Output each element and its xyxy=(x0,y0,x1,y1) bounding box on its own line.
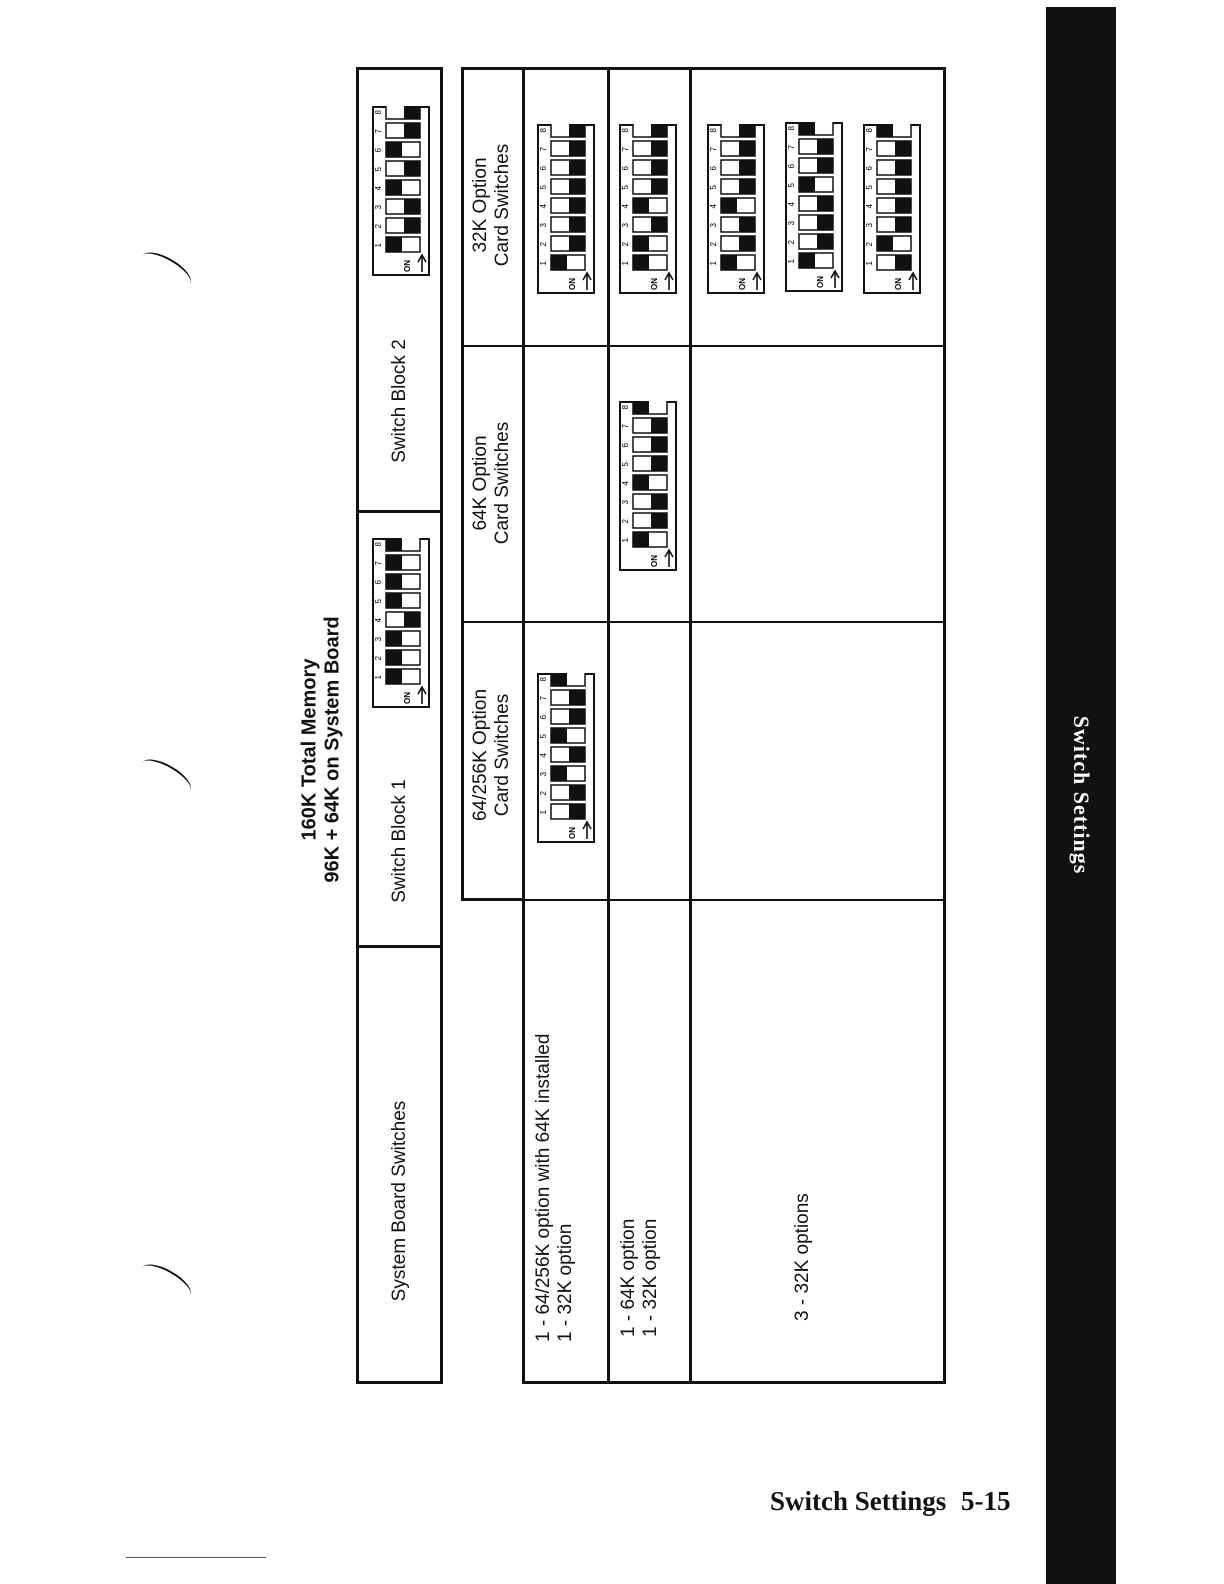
dip-position-label: 1 xyxy=(621,261,630,266)
dip-position-label: 5 xyxy=(787,183,796,188)
dip-position-label: 5 xyxy=(539,734,548,739)
dip-knob-on xyxy=(569,690,585,705)
dip-knob-on xyxy=(739,160,755,175)
dip-knob-on xyxy=(404,161,420,176)
dip-on-label: ON xyxy=(403,260,412,272)
dip-switch-svg xyxy=(785,122,843,292)
dip-position-label: 2 xyxy=(621,242,630,247)
dip-position-label: 7 xyxy=(865,147,874,152)
dip-knob-on xyxy=(404,612,420,627)
dip-knob-on xyxy=(569,236,585,251)
dip-knob-on xyxy=(739,141,755,156)
dip-knob-off xyxy=(386,555,402,570)
option-table-bottom xyxy=(522,1381,946,1384)
dip-position-label: 3 xyxy=(539,223,548,228)
dip-knob-on xyxy=(651,418,667,433)
option-table-header-left xyxy=(461,67,464,900)
dip-knob-on xyxy=(404,218,420,233)
footer-label: Switch Settings xyxy=(770,1486,947,1516)
dip-position-label: 8 xyxy=(621,405,630,410)
dip-knob-off xyxy=(386,650,402,665)
dip-knob-off xyxy=(386,538,402,551)
dip-knob-off xyxy=(633,236,649,251)
dip-position-label: 8 xyxy=(865,128,874,133)
dip-position-label: 3 xyxy=(865,223,874,228)
dip-position-label: 4 xyxy=(865,204,874,209)
dip-knob-on xyxy=(895,160,911,175)
dip-knob-on xyxy=(569,141,585,156)
dip-on-label: ON xyxy=(816,276,825,288)
option-table-col-divider-1 xyxy=(461,899,946,901)
dip-knob-on xyxy=(404,106,420,119)
top-table-border-left xyxy=(356,67,359,1383)
dip-knob-on xyxy=(651,513,667,528)
dip-position-label: 5 xyxy=(709,185,718,190)
dip-knob-on xyxy=(651,179,667,194)
dip-position-label: 7 xyxy=(374,129,383,134)
dip-knob-on xyxy=(817,158,833,173)
dip-knob-on xyxy=(895,255,911,270)
dip-switch-svg xyxy=(372,538,430,708)
option-table-top xyxy=(461,67,946,70)
dip-position-label: 1 xyxy=(709,261,718,266)
row-3-32k-switches-3 xyxy=(863,124,921,299)
dip-knob-on xyxy=(895,179,911,194)
dip-knob-off xyxy=(386,180,402,195)
dip-position-label: 4 xyxy=(539,204,548,209)
dip-position-label: 2 xyxy=(539,791,548,796)
dip-knob-on xyxy=(817,234,833,249)
dip-knob-on xyxy=(651,437,667,452)
page-title: 160K Total Memory xyxy=(298,658,321,841)
dip-switch-svg xyxy=(707,124,765,294)
dip-position-label: 6 xyxy=(539,715,548,720)
dip-position-label: 1 xyxy=(621,538,630,543)
dip-position-label: 1 xyxy=(374,243,383,248)
option-table-col-divider-2 xyxy=(461,621,946,623)
header-system-board-switches: System Board Switches xyxy=(389,1100,410,1302)
dip-position-label: 2 xyxy=(539,242,548,247)
dip-position-label: 6 xyxy=(374,580,383,585)
row-1-64-256k-switches xyxy=(537,673,595,848)
dip-knob-on xyxy=(895,141,911,156)
dip-knob-on xyxy=(569,709,585,724)
dip-switch-svg xyxy=(372,106,430,276)
dip-position-label: 7 xyxy=(374,561,383,566)
dip-switch-svg xyxy=(863,124,921,294)
dip-knob-on xyxy=(895,217,911,232)
dip-on-label: ON xyxy=(568,827,577,839)
binder-mark-2 xyxy=(136,753,196,802)
dip-knob-on xyxy=(651,494,667,509)
section-sidebar xyxy=(1046,7,1116,1584)
dip-position-label: 5 xyxy=(374,167,383,172)
dip-position-label: 1 xyxy=(539,810,548,815)
dip-knob-off xyxy=(386,669,402,684)
dip-position-label: 4 xyxy=(709,204,718,209)
top-table-divider-2 xyxy=(356,510,443,513)
dip-knob-off xyxy=(633,532,649,547)
dip-knob-on xyxy=(739,179,755,194)
dip-knob-on xyxy=(569,804,585,819)
dip-position-label: 8 xyxy=(539,677,548,682)
dip-knob-on xyxy=(569,747,585,762)
dip-switch-svg xyxy=(619,401,677,571)
dip-position-label: 4 xyxy=(374,618,383,623)
dip-knob-on xyxy=(569,124,585,137)
dip-position-label: 1 xyxy=(539,261,548,266)
dip-position-label: 2 xyxy=(374,224,383,229)
dip-switch-svg xyxy=(537,124,595,294)
header-64k-option: 64K Option Card Switches xyxy=(470,421,513,545)
dip-position-label: 6 xyxy=(709,166,718,171)
dip-knob-on xyxy=(651,124,667,137)
dip-position-label: 7 xyxy=(709,147,718,152)
top-table-border-top xyxy=(356,67,443,70)
dip-knob-off xyxy=(633,401,649,414)
row-3-config: 3 - 32K options xyxy=(792,1193,813,1321)
dip-position-label: 6 xyxy=(374,148,383,153)
dip-position-label: 8 xyxy=(621,128,630,133)
dip-knob-on xyxy=(739,124,755,137)
row-3-32k-switches-2 xyxy=(785,122,843,297)
dip-position-label: 2 xyxy=(621,519,630,524)
option-table-body-left xyxy=(522,67,525,1383)
binder-mark-1 xyxy=(136,246,196,295)
dip-position-label: 3 xyxy=(621,223,630,228)
row-1-config: 1 - 64/256K option with 64K installed 1 - 32K option xyxy=(533,1033,576,1342)
dip-knob-off xyxy=(386,631,402,646)
dip-position-label: 3 xyxy=(621,500,630,505)
dip-position-label: 7 xyxy=(539,147,548,152)
option-table-col-divider-3 xyxy=(461,345,946,347)
header-32k-option: 32K Option Card Switches xyxy=(470,143,513,267)
dip-position-label: 7 xyxy=(621,147,630,152)
dip-position-label: 2 xyxy=(709,242,718,247)
dip-on-label: ON xyxy=(650,555,659,567)
dip-knob-on xyxy=(739,217,755,232)
dip-switch-svg xyxy=(619,124,677,294)
dip-knob-off xyxy=(799,122,815,135)
header-switch-block-1: Switch Block 1 xyxy=(389,779,410,903)
dip-knob-on xyxy=(817,196,833,211)
dip-knob-off xyxy=(633,475,649,490)
dip-position-label: 2 xyxy=(374,656,383,661)
dip-knob-off xyxy=(799,177,815,192)
dip-position-label: 1 xyxy=(787,259,796,264)
dip-knob-on xyxy=(817,215,833,230)
dip-knob-on xyxy=(895,198,911,213)
dip-knob-on xyxy=(569,198,585,213)
row-2-config: 1 - 64K option 1 - 32K option xyxy=(618,1218,661,1337)
footer-rule xyxy=(126,1557,266,1558)
dip-knob-on xyxy=(651,456,667,471)
row-2-32k-switches xyxy=(619,124,677,299)
option-table-border-right xyxy=(943,67,946,1383)
top-table-divider-1 xyxy=(356,945,443,948)
dip-knob-off xyxy=(551,673,567,686)
dip-knob-on xyxy=(569,785,585,800)
dip-position-label: 3 xyxy=(374,637,383,642)
dip-position-label: 6 xyxy=(621,166,630,171)
dip-knob-on xyxy=(651,160,667,175)
dip-position-label: 5 xyxy=(621,462,630,467)
dip-position-label: 8 xyxy=(787,126,796,131)
dip-position-label: 4 xyxy=(621,204,630,209)
switch-block-1-diagram xyxy=(372,538,430,713)
dip-position-label: 6 xyxy=(787,164,796,169)
page-subtitle: 96K + 64K on System Board xyxy=(321,616,344,883)
dip-position-label: 3 xyxy=(374,205,383,210)
dip-on-label: ON xyxy=(568,278,577,290)
dip-knob-on xyxy=(651,217,667,232)
dip-position-label: 1 xyxy=(374,675,383,680)
dip-position-label: 8 xyxy=(539,128,548,133)
dip-knob-off xyxy=(877,236,893,251)
dip-knob-on xyxy=(569,160,585,175)
dip-on-label: ON xyxy=(738,278,747,290)
dip-knob-off xyxy=(633,198,649,213)
dip-knob-on xyxy=(817,139,833,154)
option-table-row-divider-2 xyxy=(689,67,692,1383)
switch-block-2-diagram xyxy=(372,106,430,281)
row-1-32k-switches xyxy=(537,124,595,299)
footer-page-number: 5-15 xyxy=(961,1486,1011,1516)
dip-knob-off xyxy=(386,574,402,589)
binder-mark-3 xyxy=(136,1258,196,1307)
dip-knob-off xyxy=(633,255,649,270)
dip-knob-off xyxy=(721,255,737,270)
dip-position-label: 4 xyxy=(374,186,383,191)
row-3-32k-switches-1 xyxy=(707,124,765,299)
dip-knob-off xyxy=(799,253,815,268)
dip-position-label: 3 xyxy=(539,772,548,777)
dip-on-label: ON xyxy=(894,278,903,290)
footer xyxy=(770,1486,1011,1517)
sidebar-title: Switch Settings xyxy=(1069,715,1094,875)
dip-position-label: 5 xyxy=(539,185,548,190)
dip-position-label: 5 xyxy=(865,185,874,190)
dip-on-label: ON xyxy=(650,278,659,290)
dip-knob-off xyxy=(877,124,893,137)
dip-knob-off xyxy=(386,237,402,252)
option-table-row-divider-1 xyxy=(607,67,610,1383)
dip-knob-on xyxy=(569,179,585,194)
dip-position-label: 7 xyxy=(787,145,796,150)
dip-position-label: 4 xyxy=(787,202,796,207)
dip-position-label: 4 xyxy=(539,753,548,758)
dip-knob-on xyxy=(569,217,585,232)
dip-position-label: 6 xyxy=(621,443,630,448)
row-2-64k-switches xyxy=(619,401,677,576)
dip-position-label: 2 xyxy=(787,240,796,245)
top-table-border-right xyxy=(440,67,443,1383)
dip-position-label: 6 xyxy=(539,166,548,171)
dip-knob-off xyxy=(551,728,567,743)
dip-switch-svg xyxy=(537,673,595,843)
dip-knob-on xyxy=(651,141,667,156)
dip-knob-on xyxy=(404,123,420,138)
header-64-256k-option: 64/256K Option Card Switches xyxy=(470,688,513,822)
header-switch-block-2: Switch Block 2 xyxy=(389,339,410,463)
dip-knob-on xyxy=(739,236,755,251)
dip-knob-off xyxy=(551,255,567,270)
dip-knob-off xyxy=(386,142,402,157)
dip-position-label: 5 xyxy=(621,185,630,190)
dip-knob-off xyxy=(721,198,737,213)
dip-position-label: 8 xyxy=(374,542,383,547)
dip-position-label: 8 xyxy=(374,110,383,115)
dip-position-label: 2 xyxy=(865,242,874,247)
dip-position-label: 6 xyxy=(865,166,874,171)
dip-position-label: 7 xyxy=(621,424,630,429)
dip-knob-off xyxy=(386,593,402,608)
dip-position-label: 3 xyxy=(787,221,796,226)
top-table-border-bottom xyxy=(356,1381,443,1384)
dip-position-label: 4 xyxy=(621,481,630,486)
dip-position-label: 5 xyxy=(374,599,383,604)
dip-position-label: 3 xyxy=(709,223,718,228)
dip-position-label: 1 xyxy=(865,261,874,266)
dip-on-label: ON xyxy=(403,692,412,704)
dip-knob-on xyxy=(404,199,420,214)
dip-position-label: 7 xyxy=(539,696,548,701)
dip-position-label: 8 xyxy=(709,128,718,133)
dip-knob-off xyxy=(551,766,567,781)
